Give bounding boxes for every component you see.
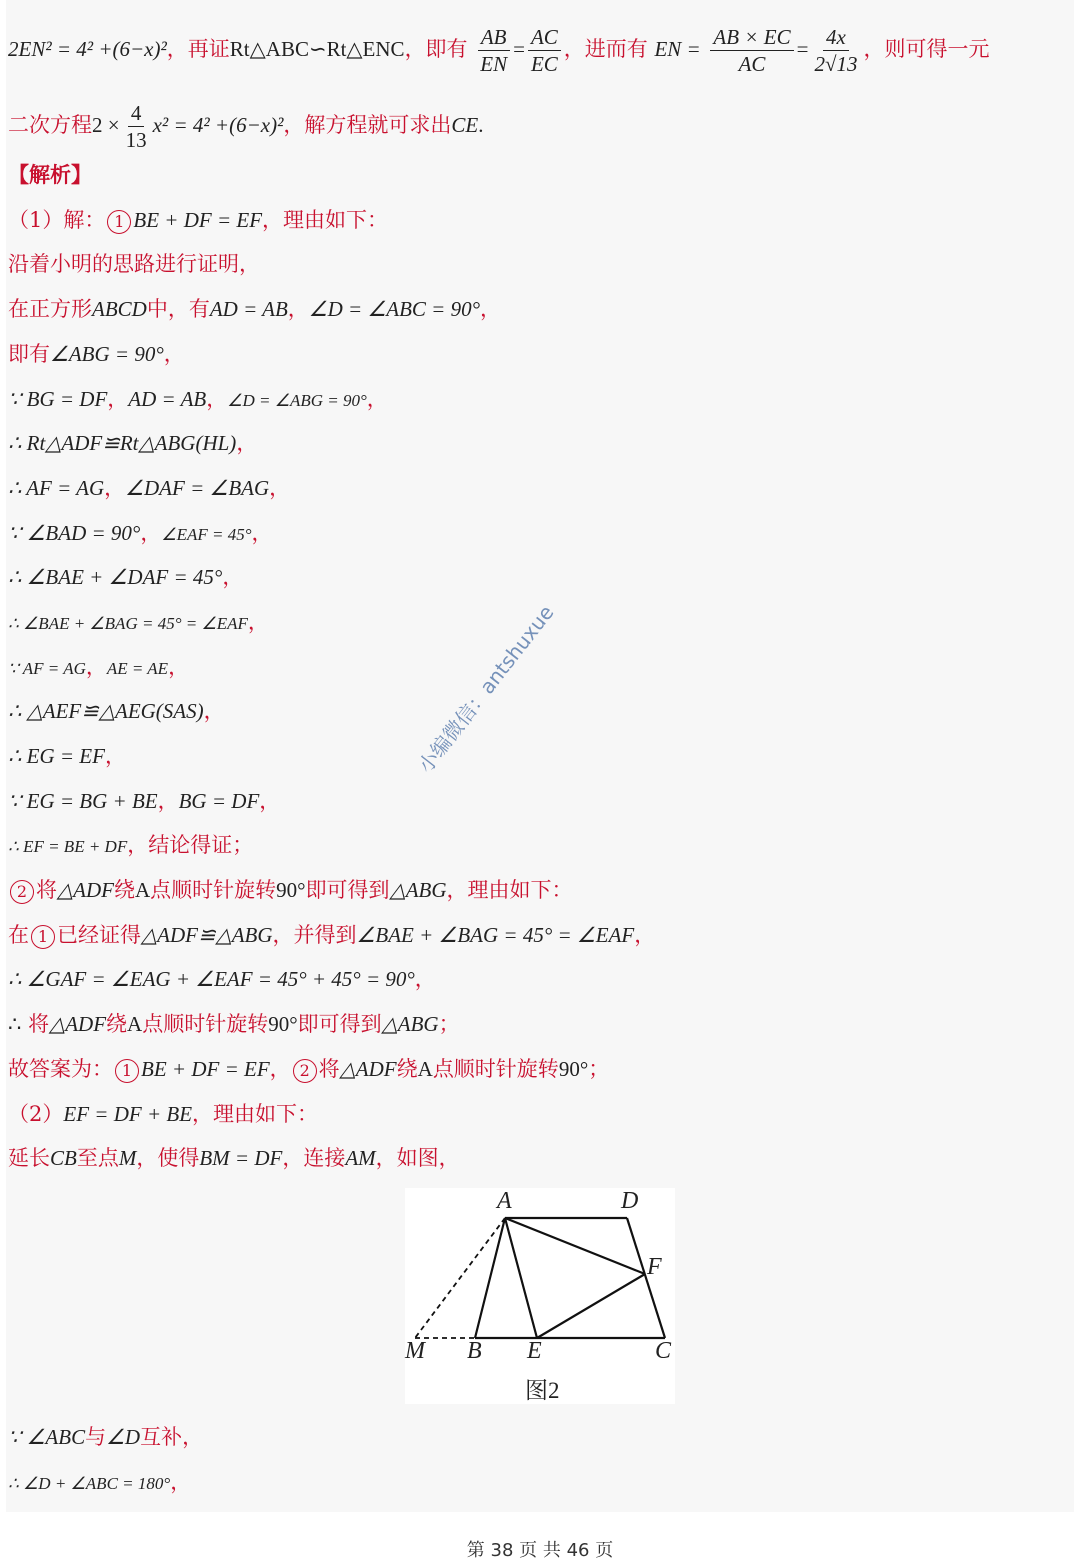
text: 点顺时针旋转 — [150, 878, 277, 902]
line-13 — [8, 609, 269, 637]
text: ，即有 — [404, 37, 468, 61]
fraction-ac-ec — [528, 24, 561, 77]
text: 在正方形 — [8, 297, 92, 321]
text: 至点 — [76, 1146, 119, 1170]
math: ∠DAF = ∠BAG — [125, 476, 270, 500]
numerator: 4x — [823, 24, 849, 51]
math: ∴ — [8, 1012, 22, 1036]
math: 90° — [276, 878, 306, 902]
math: 2 × — [92, 113, 120, 137]
math: ∴ △AEF≌△AEG(SAS) — [8, 699, 204, 723]
line-7 — [8, 341, 185, 367]
text: ， — [170, 1470, 192, 1494]
math: ∠D = ∠ABG = 90° — [227, 391, 367, 410]
text: 即有 — [8, 342, 50, 366]
line-12 — [8, 564, 243, 590]
math: M — [118, 1146, 137, 1170]
math: ∵ ∠BAD = 90° — [8, 521, 141, 545]
text: ； — [438, 1012, 460, 1036]
label-m: M — [405, 1338, 425, 1364]
math: 90° — [268, 1012, 298, 1036]
text: ， — [206, 387, 228, 411]
text: ，如图， — [375, 1146, 460, 1170]
text: ， — [203, 699, 225, 723]
line-23 — [8, 1056, 609, 1083]
math: BM = DF — [199, 1146, 283, 1170]
math: ABCD — [92, 297, 147, 321]
denominator: AC — [738, 52, 766, 76]
text: （1）解： — [8, 208, 106, 232]
circled-number: 1 — [107, 210, 131, 234]
math: BE + DF = EF — [141, 1057, 270, 1081]
line-27 — [8, 1469, 191, 1497]
math: A — [417, 1057, 433, 1081]
line-6 — [8, 296, 501, 322]
math: △ADF — [49, 1012, 107, 1036]
line-22 — [8, 1011, 460, 1037]
math: ∵ ∠ABC — [8, 1425, 86, 1449]
numerator: AB — [478, 24, 510, 51]
line-24 — [8, 1101, 318, 1127]
text: （2） — [8, 1102, 64, 1126]
text: ， — [168, 655, 190, 679]
text: 将 — [318, 1057, 340, 1081]
text: ， — [140, 521, 162, 545]
line-11 — [8, 520, 273, 548]
math: △ADF≌△ABG — [141, 923, 273, 947]
line-25 — [8, 1145, 460, 1171]
math: △ADF — [57, 878, 114, 902]
text: ， — [269, 1057, 291, 1081]
math: AM — [345, 1146, 376, 1170]
line-20 — [8, 922, 655, 949]
line-19 — [8, 877, 573, 904]
segment-af — [505, 1218, 645, 1274]
line-2 — [8, 100, 483, 153]
text: 与 — [85, 1425, 107, 1449]
line-14 — [8, 654, 189, 682]
math: CE — [451, 113, 479, 137]
circled-number: 2 — [10, 880, 34, 904]
math: ∠BAE + ∠BAG = 45° = ∠EAF — [356, 923, 635, 947]
equation-en: 2EN² = 4² +(6−x)² — [8, 37, 167, 61]
text: ， — [366, 387, 388, 411]
label-d: D — [621, 1188, 639, 1214]
line-16 — [8, 743, 126, 769]
math: ∠D = ∠ABC = 90° — [308, 297, 481, 321]
text: 互补， — [140, 1425, 204, 1449]
numerator: AC — [528, 24, 561, 51]
segment-am-dashed — [415, 1218, 505, 1338]
text: ， — [236, 431, 258, 455]
fraction-4-13 — [123, 100, 150, 153]
circled-number: 1 — [115, 1059, 139, 1083]
similarity: Rt△ABC∽Rt△ENC — [229, 37, 405, 61]
text: 点顺时针旋转 — [432, 1057, 559, 1081]
figure-caption: 图2 — [525, 1378, 560, 1403]
text: ， — [104, 744, 126, 768]
en-eq: EN = — [654, 37, 701, 61]
text: 二次方程 — [8, 113, 92, 137]
math: ∴ ∠D + ∠ABC = 180° — [8, 1474, 171, 1493]
math: CB — [50, 1146, 77, 1170]
math: ∴ ∠BAE + ∠DAF = 45° — [8, 565, 223, 589]
label-e: E — [527, 1338, 542, 1364]
denominator: EN — [480, 52, 508, 76]
text: ， — [163, 342, 185, 366]
text: ， — [157, 789, 179, 813]
text: ，则可得一元 — [863, 37, 990, 61]
text: ， — [634, 923, 656, 947]
line-17 — [8, 788, 280, 814]
line-8 — [8, 386, 388, 414]
math: ∵ BG = DF — [8, 387, 108, 411]
geometry-figure — [405, 1188, 675, 1404]
math: A — [127, 1012, 143, 1036]
segment-ef — [537, 1274, 645, 1338]
text: ， — [269, 476, 291, 500]
math: ∴ EF = BE + DF — [8, 837, 128, 856]
text: 即可得到 — [297, 1012, 382, 1036]
text: ，连接 — [282, 1146, 346, 1170]
watermark-text: 小编微信：antshuxue — [413, 600, 559, 778]
math: ∵ AF = AG — [8, 659, 86, 678]
text: 绕 — [396, 1057, 418, 1081]
text: 绕 — [113, 878, 135, 902]
math: x² = 4² +(6−x)² — [152, 113, 284, 137]
text: ， — [480, 297, 502, 321]
line-4 — [8, 207, 388, 234]
text: ，解方程就可求出 — [283, 113, 452, 137]
text: ， — [287, 297, 309, 321]
text: 在 — [8, 923, 29, 947]
fraction-4x — [811, 24, 860, 77]
math: ∠ABG = 90° — [50, 342, 164, 366]
text: ， — [414, 967, 436, 991]
text: ，再证 — [166, 37, 230, 61]
math: ∴ EG = EF — [8, 744, 105, 768]
line-1 — [8, 24, 989, 77]
text: 中，有 — [146, 297, 210, 321]
text: ， — [259, 789, 281, 813]
math: ∵ EG = BG + BE — [8, 789, 158, 813]
math: ∠D — [106, 1425, 141, 1449]
text: ，结论得证； — [127, 833, 254, 857]
math: ∴ ∠BAE + ∠BAG = 45° = ∠EAF — [8, 614, 248, 633]
equals: = — [513, 37, 525, 61]
circled-number: 2 — [293, 1059, 317, 1083]
text: ，并得到 — [272, 923, 357, 947]
line-15 — [8, 698, 225, 724]
math: BE + DF = EF — [133, 208, 263, 232]
label-b: B — [467, 1338, 482, 1364]
line-26 — [8, 1424, 203, 1450]
math: AE = AE — [106, 659, 169, 678]
fraction-ab-en — [477, 24, 510, 77]
segment-ae — [505, 1218, 537, 1338]
math: △ABG — [381, 1012, 439, 1036]
text: 故答案为： — [8, 1057, 113, 1081]
denominator: 2√13 — [814, 52, 858, 76]
text: 将 — [28, 1012, 50, 1036]
text: ， — [251, 521, 273, 545]
text: 点顺时针旋转 — [142, 1012, 269, 1036]
denominator: EC — [530, 52, 558, 76]
text: 延长 — [8, 1146, 50, 1170]
math: △ABG — [389, 878, 447, 902]
fraction-abec-ac — [710, 24, 793, 77]
line-9 — [8, 430, 257, 456]
circled-number: 1 — [31, 925, 55, 949]
section-heading-analysis: 【解析】 — [8, 162, 92, 187]
equals: = — [796, 37, 809, 61]
text: ， — [247, 610, 269, 634]
text: ， — [107, 387, 129, 411]
text: ，理由如下： — [192, 1102, 319, 1126]
line-21 — [8, 966, 436, 992]
text: 绕 — [106, 1012, 128, 1036]
label-a: A — [497, 1188, 512, 1214]
text: 已经证得 — [57, 923, 141, 947]
line-18 — [8, 832, 253, 860]
text: ， — [85, 655, 107, 679]
math: ∠EAF = 45° — [161, 525, 252, 544]
label-f: F — [647, 1254, 662, 1280]
text: ，进而有 — [563, 37, 648, 61]
line-10 — [8, 475, 290, 501]
math: ∴ AF = AG — [8, 476, 105, 500]
numerator: AB × EC — [710, 24, 793, 51]
denominator: 13 — [125, 128, 147, 152]
math: EF = DF + BE — [63, 1102, 193, 1126]
math: AD = AB — [128, 387, 207, 411]
text: ； — [588, 1057, 610, 1081]
text: ，理由如下： — [446, 878, 573, 902]
text: ， — [104, 476, 126, 500]
math: ∴ ∠GAF = ∠EAG + ∠EAF = 45° + 45° = 90° — [8, 967, 415, 991]
text: . — [478, 113, 484, 137]
math: △ADF — [339, 1057, 397, 1081]
math: ∴ Rt△ADF≌Rt△ABG(HL) — [8, 431, 237, 455]
text: 即可得到 — [305, 878, 390, 902]
numerator: 4 — [128, 100, 145, 127]
math: A — [134, 878, 151, 902]
line-5: 沿着小明的思路进行证明， — [8, 252, 260, 276]
text: ， — [222, 565, 244, 589]
segment-ab — [475, 1218, 505, 1338]
text: 将 — [36, 878, 57, 902]
page-footer: 第 38 页 共 46 页 — [466, 1540, 614, 1561]
math: AD = AB — [209, 297, 288, 321]
text: ，使得 — [136, 1146, 200, 1170]
math: BG = DF — [178, 789, 260, 813]
math: 90° — [558, 1057, 589, 1081]
label-c: C — [655, 1338, 672, 1364]
text: ，理由如下： — [262, 208, 389, 232]
